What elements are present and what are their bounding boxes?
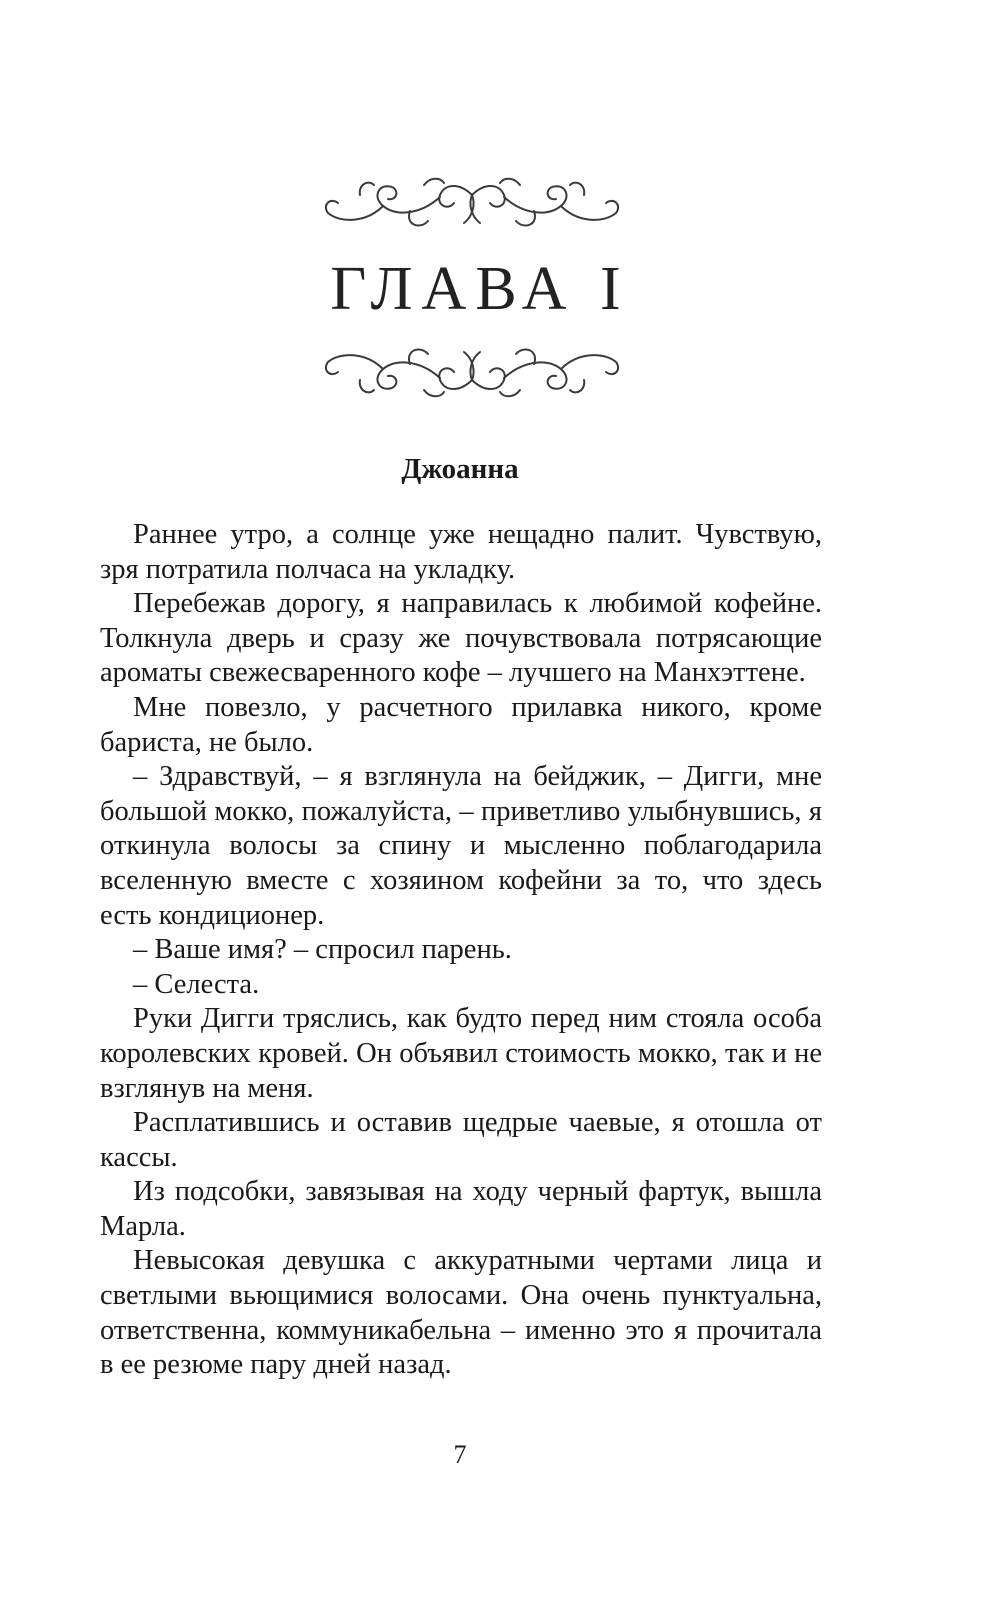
- paragraph: Раннее утро, а солнце уже нещадно палит. Чувствую, зря потратила полчаса на укладку.: [100, 519, 822, 585]
- page-number: 7: [453, 1440, 467, 1469]
- paragraph: – Ваше имя? – спросил парень.: [133, 934, 512, 966]
- paragraph: Расплатившись и оставив щедрые чаевые, я отошла от кассы.: [100, 1107, 822, 1173]
- paragraph: Мне повезло, у расчетного прилавка никого, кроме бариста, не было.: [100, 691, 822, 758]
- chapter-title: ГЛАВА I: [330, 255, 630, 323]
- paragraph: Из подсобки, завязывая на ходу черный фартук, вышла Марла.: [100, 1176, 822, 1242]
- paragraph: Перебежав дорогу, я направилась к любимой кофейне. Толкнула дверь и сразу же почувствовала потрясающие ароматы свежесваренного кофе – лучшего на Манхэттене.: [100, 588, 822, 689]
- paragraph: – Селеста.: [133, 968, 260, 1000]
- ornament-top-icon: [320, 175, 625, 235]
- section-heading: Джоанна: [401, 453, 519, 485]
- paragraph: Невысокая девушка с аккуратными чертами лица и светлыми вьющимися волосами. Она очень пунктуальна, ответственна, коммуникабельна – именно это я прочитала в ее резюме пару дней назад.: [100, 1245, 822, 1381]
- ornament-bottom-icon: [320, 340, 625, 400]
- paragraph: Руки Дигги тряслись, как будто перед ним стояла особа королевских кровей. Он объявил стоимость мокко, так и не взглянув на меня.: [100, 1003, 822, 1104]
- body-text: [100, 518, 822, 1383]
- paragraph: – Здравствуй, – я взглянула на бейджик, – Дигги, мне большой мокко, пожалуйста, – приветливо улыбнувшись, я откинула волосы за спину и мысленно поблагодарила вселенную вместе с хозяином кофейни за то, что здесь есть кондиционер.: [100, 761, 822, 931]
